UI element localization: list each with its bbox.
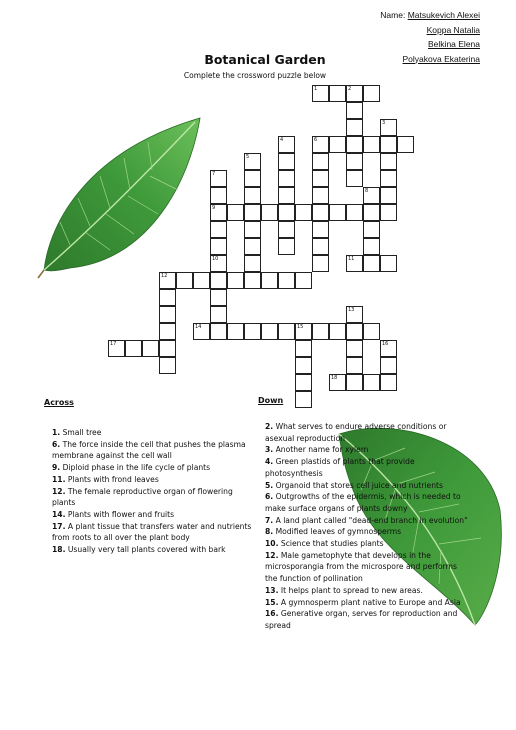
crossword-cell[interactable] xyxy=(312,255,329,272)
crossword-cell[interactable] xyxy=(380,357,397,374)
crossword-cell[interactable] xyxy=(329,204,346,221)
crossword-clue-number: 3 xyxy=(382,120,386,126)
crossword-cell[interactable] xyxy=(278,238,295,255)
across-clue: 9. Diploid phase in the life cycle of plants xyxy=(52,463,211,473)
down-clue: 16. Generative organ, serves for reproduction and spread xyxy=(265,609,458,630)
crossword-cell[interactable] xyxy=(278,204,295,221)
across-clue: 1. Small tree xyxy=(52,428,102,437)
crossword-cell[interactable] xyxy=(278,272,295,289)
crossword-cell[interactable] xyxy=(159,306,176,323)
down-clue: 2. What serves to endure adverse conditions or asexual reproduction xyxy=(265,422,447,443)
crossword-cell[interactable] xyxy=(380,170,397,187)
crossword-cell[interactable] xyxy=(329,136,346,153)
crossword-cell[interactable] xyxy=(244,204,261,221)
crossword-clue-number: 6 xyxy=(314,137,318,143)
crossword-cell[interactable] xyxy=(380,255,397,272)
crossword-cell[interactable] xyxy=(244,255,261,272)
crossword-cell[interactable] xyxy=(295,391,312,408)
down-clue: 8. Modified leaves of gymnosperms xyxy=(265,527,402,537)
across-heading: Across xyxy=(44,398,74,407)
crossword-clue-number: 8 xyxy=(365,188,369,194)
crossword-cell[interactable] xyxy=(244,170,261,187)
crossword-clue-number: 16 xyxy=(382,341,389,347)
crossword-cell[interactable] xyxy=(329,85,346,102)
crossword-cell[interactable] xyxy=(278,170,295,187)
crossword-cell[interactable] xyxy=(210,221,227,238)
across-clue: 14. Plants with flower and fruits xyxy=(52,509,175,519)
crossword-cell[interactable] xyxy=(210,289,227,306)
crossword-cell[interactable] xyxy=(346,374,363,391)
crossword-cell[interactable] xyxy=(193,272,210,289)
crossword-cell[interactable] xyxy=(363,85,380,102)
crossword-cell[interactable] xyxy=(363,238,380,255)
author-name: Belkina Elena xyxy=(428,39,480,49)
crossword-cell[interactable] xyxy=(278,153,295,170)
author-name: Matsukevich Alexei xyxy=(407,10,480,20)
across-clue: 12. The female reproductive organ of flowering plants xyxy=(52,486,233,508)
crossword-cell[interactable] xyxy=(244,272,261,289)
crossword-cell[interactable] xyxy=(312,221,329,238)
across-clue: 18. Usually very tall plants covered with bark xyxy=(52,545,226,555)
crossword-clue-number: 7 xyxy=(212,171,216,177)
crossword-cell[interactable] xyxy=(125,340,142,357)
crossword-clue-number: 18 xyxy=(331,375,338,381)
down-clue: 5. Organoid that stores cell juice and nutrients xyxy=(265,480,443,490)
page-title: Botanical Garden xyxy=(204,52,326,67)
down-clues xyxy=(265,421,470,632)
crossword-cell[interactable] xyxy=(380,187,397,204)
crossword-cell[interactable] xyxy=(346,170,363,187)
crossword-cell[interactable] xyxy=(210,238,227,255)
down-clue: 13. It helps plant to spread to new areas. xyxy=(265,585,423,595)
author-name: Koppa Natalia xyxy=(426,24,480,35)
crossword-cell[interactable] xyxy=(312,170,329,187)
down-clue: 7. A land plant called "dead-end branch in evolution" xyxy=(265,515,468,525)
crossword-cell[interactable] xyxy=(278,221,295,238)
crossword-cell[interactable] xyxy=(363,255,380,272)
crossword-cell[interactable] xyxy=(176,272,193,289)
down-clue: 3. Another name for xylem xyxy=(265,445,369,455)
crossword-cell[interactable] xyxy=(227,204,244,221)
crossword-cell[interactable] xyxy=(346,340,363,357)
crossword-cell[interactable] xyxy=(244,323,261,340)
crossword-clue-number: 4 xyxy=(280,137,284,143)
crossword-cell[interactable] xyxy=(363,221,380,238)
crossword-cell[interactable] xyxy=(295,357,312,374)
crossword-cell[interactable] xyxy=(380,153,397,170)
crossword-cell[interactable] xyxy=(312,323,329,340)
crossword-cell[interactable] xyxy=(244,221,261,238)
crossword-cell[interactable] xyxy=(363,323,380,340)
crossword-clue-number: 1 xyxy=(314,86,318,92)
crossword-cell[interactable] xyxy=(210,272,227,289)
crossword-clue-number: 15 xyxy=(297,324,304,330)
crossword-clue-number: 11 xyxy=(348,256,355,262)
crossword-cell[interactable] xyxy=(244,238,261,255)
crossword-cell[interactable] xyxy=(312,187,329,204)
crossword-cell[interactable] xyxy=(312,153,329,170)
crossword-cell[interactable] xyxy=(295,340,312,357)
page-subtitle: Complete the crossword puzzle below xyxy=(183,71,327,80)
crossword-cell[interactable] xyxy=(346,357,363,374)
crossword-cell[interactable] xyxy=(380,136,397,153)
across-clues xyxy=(52,427,257,556)
leaf-illustration xyxy=(30,110,210,285)
crossword-cell[interactable] xyxy=(363,374,380,391)
crossword-clue-number: 10 xyxy=(212,256,219,262)
crossword-cell[interactable] xyxy=(244,187,261,204)
crossword-cell[interactable] xyxy=(261,323,278,340)
crossword-cell[interactable] xyxy=(142,340,159,357)
crossword-clue-number: 2 xyxy=(348,86,352,92)
crossword-cell[interactable] xyxy=(346,119,363,136)
crossword-cell[interactable] xyxy=(397,136,414,153)
crossword-cell[interactable] xyxy=(261,272,278,289)
crossword-cell[interactable] xyxy=(346,204,363,221)
crossword-clue-number: 17 xyxy=(110,341,117,347)
across-clue: 6. The force inside the cell that pushes the plasma membrane against the cell wall xyxy=(52,439,246,461)
crossword-cell[interactable] xyxy=(380,204,397,221)
name-label: Name: xyxy=(380,10,408,20)
crossword-cell[interactable] xyxy=(159,289,176,306)
down-clue: 12. Male gametophyte that develops in the microsporangia from the microspore and performs the function of pollination xyxy=(265,550,457,584)
crossword-cell[interactable] xyxy=(329,323,346,340)
down-heading: Down xyxy=(258,396,284,405)
crossword-cell[interactable] xyxy=(210,187,227,204)
down-clue: 15. A gymnosperm plant native to Europe and Asia xyxy=(265,597,461,607)
author-name: Polyakova Ekaterina xyxy=(402,53,480,64)
down-clue: 6. Outgrowths of the epidermis, which is needed to make surface organs of plants downy xyxy=(265,492,461,513)
crossword-cell[interactable] xyxy=(159,357,176,374)
crossword-clue-number: 14 xyxy=(195,324,202,330)
crossword-cell[interactable] xyxy=(278,323,295,340)
crossword-cell[interactable] xyxy=(227,272,244,289)
crossword-cell[interactable] xyxy=(363,136,380,153)
crossword-cell[interactable] xyxy=(312,238,329,255)
crossword-cell[interactable] xyxy=(380,374,397,391)
crossword-cell[interactable] xyxy=(363,204,380,221)
crossword-cell[interactable] xyxy=(295,272,312,289)
across-clue: 11. Plants with frond leaves xyxy=(52,474,159,484)
across-clue: 17. A plant tissue that transfers water and nutrients from roots to all over the plant body xyxy=(52,521,252,543)
crossword-clue-number: 13 xyxy=(348,307,355,313)
author-line-1 xyxy=(280,8,480,23)
crossword-cell[interactable] xyxy=(261,204,278,221)
crossword-cell[interactable] xyxy=(278,187,295,204)
crossword-cell[interactable] xyxy=(312,204,329,221)
crossword-cell[interactable] xyxy=(295,374,312,391)
crossword-cell[interactable] xyxy=(346,102,363,119)
crossword-cell[interactable] xyxy=(346,153,363,170)
crossword-cell[interactable] xyxy=(159,340,176,357)
crossword-cell[interactable] xyxy=(227,323,244,340)
crossword-cell[interactable] xyxy=(210,306,227,323)
crossword-cell[interactable] xyxy=(295,204,312,221)
crossword-cell[interactable] xyxy=(159,323,176,340)
down-clue: 10. Science that studies plants xyxy=(265,539,384,549)
crossword-clue-number: 9 xyxy=(212,205,216,211)
crossword-clue-number: 12 xyxy=(161,273,168,279)
crossword-cell[interactable] xyxy=(210,323,227,340)
crossword-cell[interactable] xyxy=(346,136,363,153)
down-clue: 4. Green plastids of plants that provide photosynthesis xyxy=(265,457,415,478)
crossword-clue-number: 5 xyxy=(246,154,250,160)
crossword-cell[interactable] xyxy=(346,323,363,340)
